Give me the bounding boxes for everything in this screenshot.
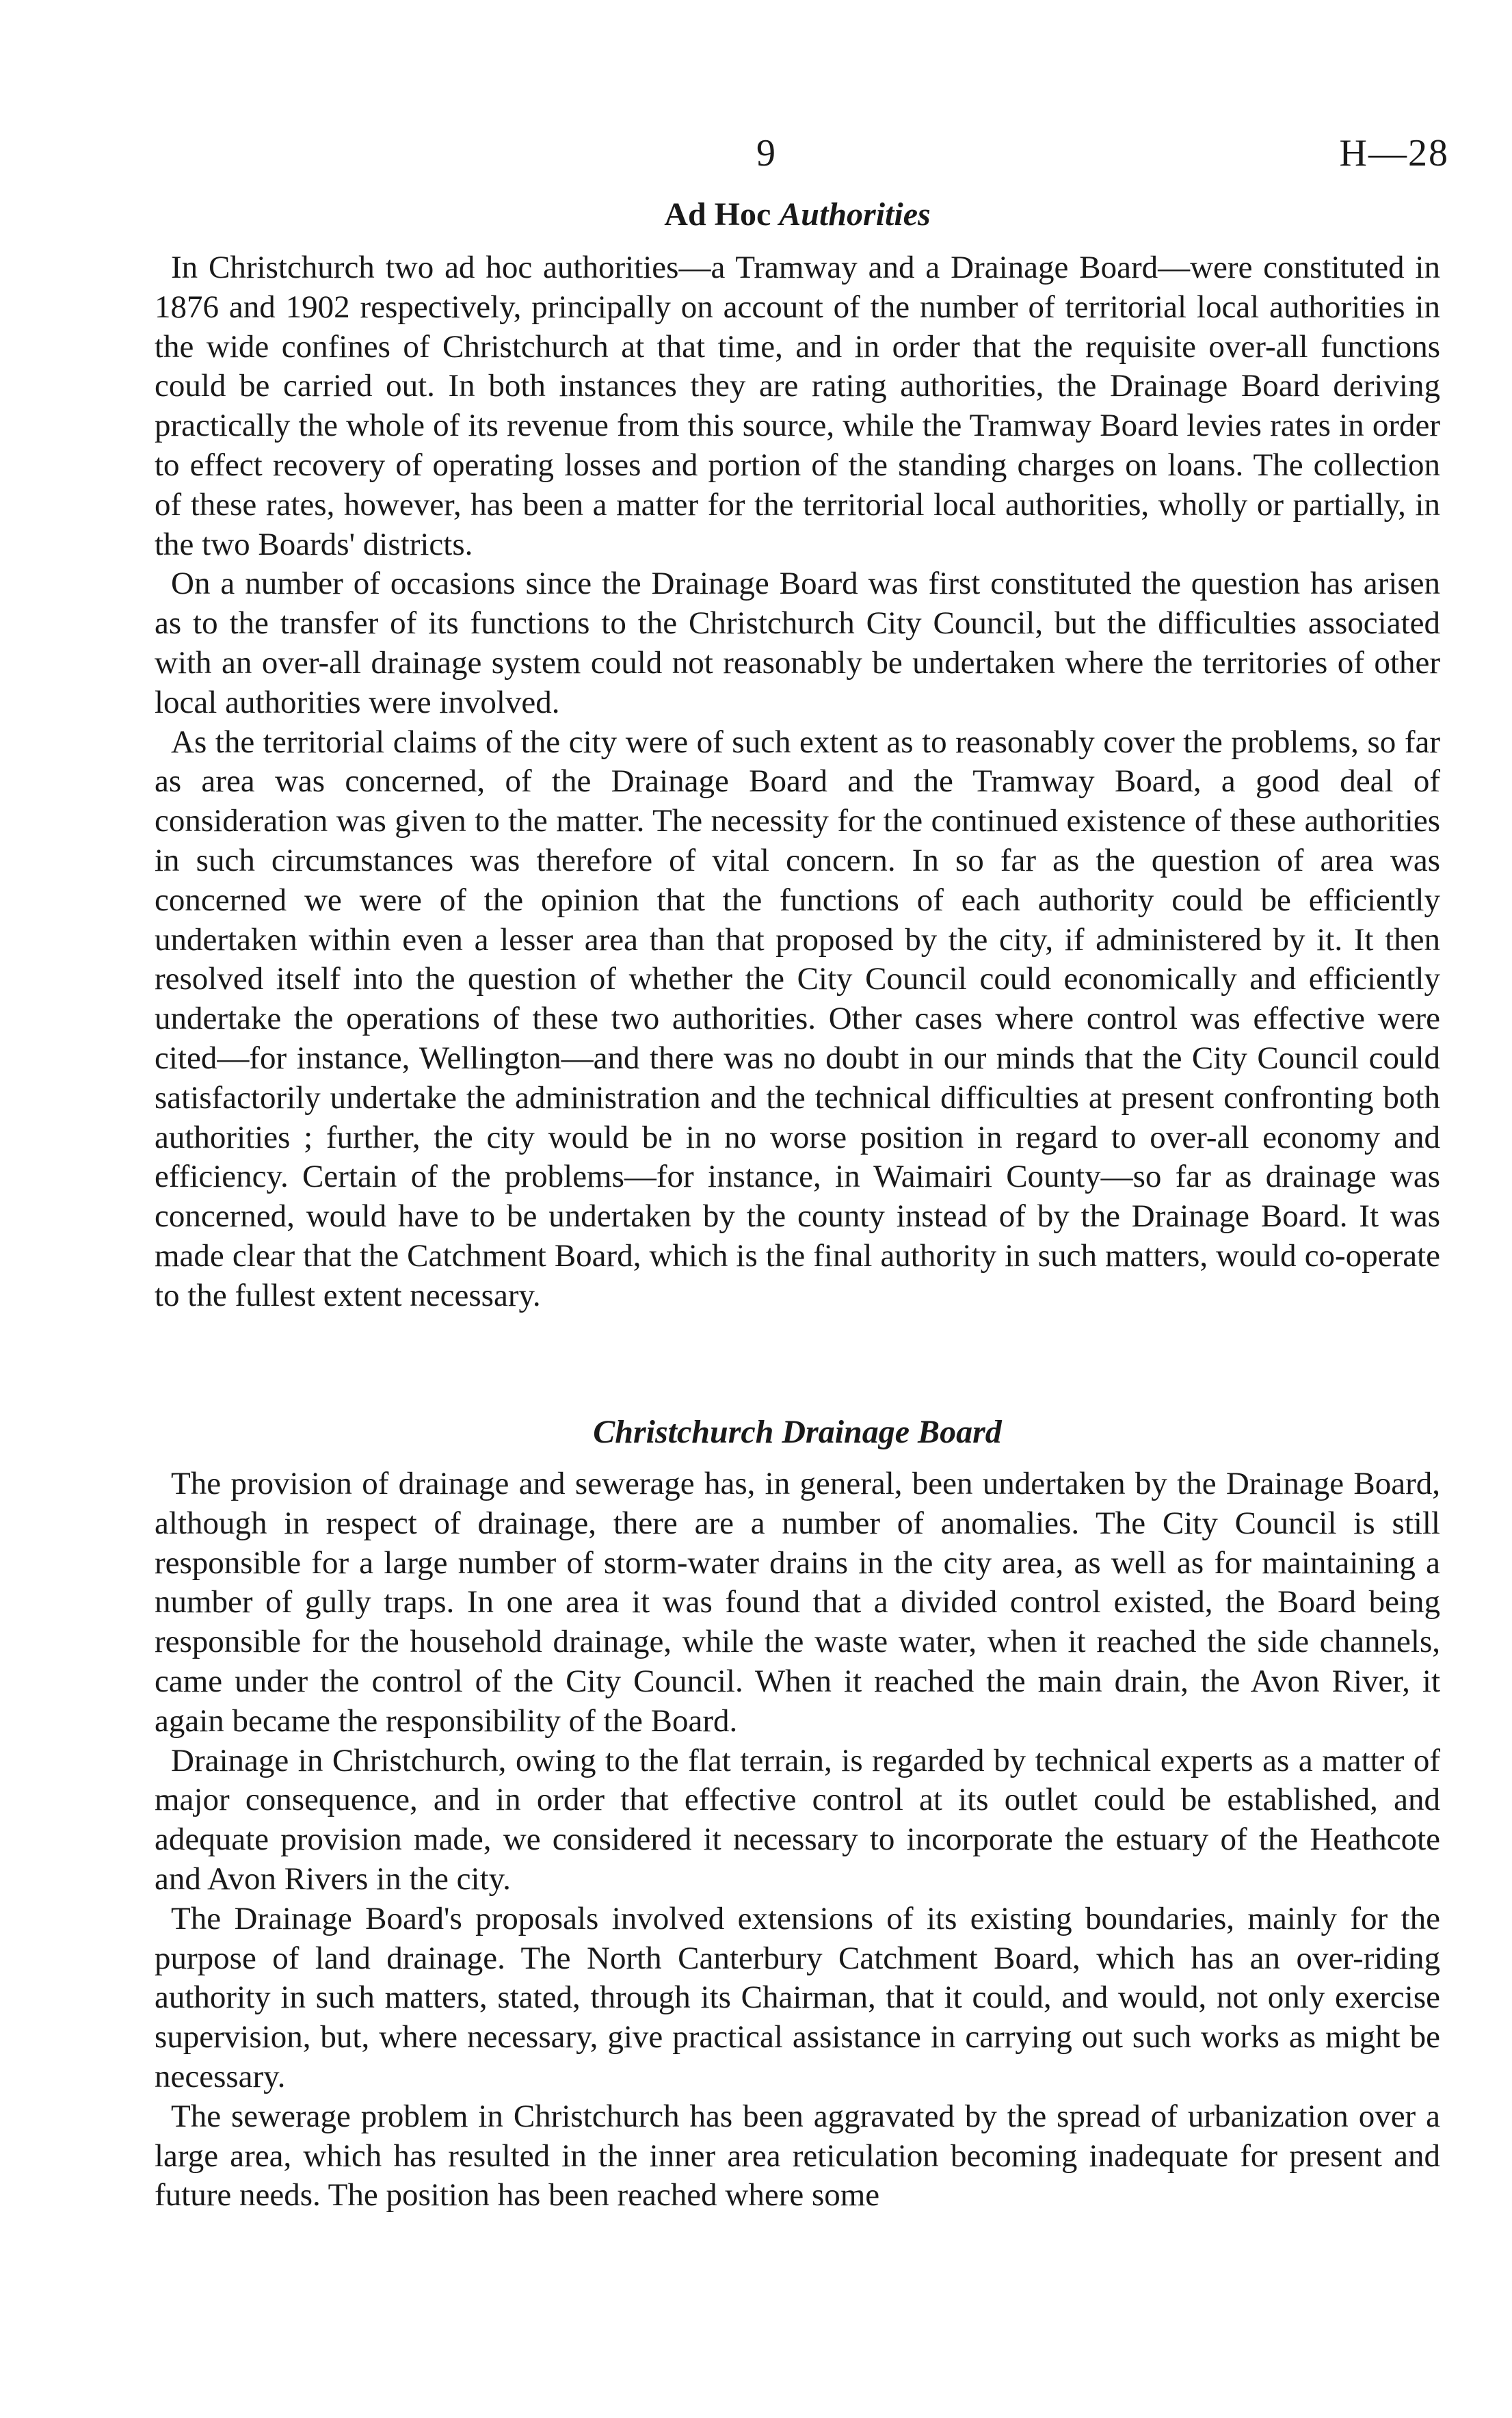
section-heading: [155, 1412, 1440, 1452]
heading-plain-text: Ad Hoc: [664, 196, 771, 233]
paragraph: The sewerage problem in Christchurch has been aggravated by the spread of urbanization over a large area, which has resulted in the inner area reticulation becoming inadequate for present and future needs. The position has been reached where some: [155, 2098, 1440, 2213]
section-christchurch-drainage-board: [155, 1412, 1440, 2216]
page-number: 9: [756, 132, 775, 174]
section-heading: [155, 195, 1440, 235]
heading-italic-text: Christchurch Drainage Board: [593, 1414, 1002, 1450]
paragraph: The Drainage Board's proposals involved extensions of its existing boundaries, mainly for the purpose of land drainage. The North Canterbury Catchment Board, which has an over-riding authority in such matters, stated, through its Chairman, that it could, and would, not only exercise supervision, but, where necessary, give practical assistance in carrying out such works as might be necessary.: [155, 1900, 1440, 2094]
paragraph: Drainage in Christchurch, owing to the flat terrain, is regarded by technical experts as a matter of major consequence, and in order that effective control at its outlet could be established, and adequate provision made, we considered it necessary to incorporate the estuary of the Heathcote and Avon Rivers in the city.: [155, 1742, 1440, 1897]
document-reference: H—28: [1339, 132, 1449, 174]
section-ad-hoc-authorities: [155, 195, 1440, 1316]
paragraph: On a number of occasions since the Drainage Board was first constituted the question has arisen as to the transfer of its functions to the Christchurch City Council, but the difficulties associated with an over-all drainage system could not reasonably be undertaken where the territories of other local authorities were involved.: [155, 566, 1440, 720]
paragraph: The provision of drainage and sewerage has, in general, been undertaken by the Drainage Board, although in respect of drainage, there are a number of anomalies. The City Council is still responsible for a large number of storm-water drains in the city area, as well as for maintaining a number of gully traps. In one area it was found that a divided control existed, the Board being responsible for the household drainage, while the waste water, when it reached the side channels, came under the control of the City Council. When it reached the main drain, the Avon River, it again became the responsibility of the Board.: [155, 1466, 1440, 1739]
paragraph: In Christchurch two ad hoc authorities—a Tramway and a Drainage Board—were constituted in 1876 and 1902 respectively, principally on account of the number of territorial local authorities in the wide confines of Christchurch at that time, and in order that the requisite over-all functions could be carried out. In both instances they are rating authorities, the Drainage Board deriving practically the whole of its revenue from this source, while the Tramway Board levies rates in order to effect recovery of operating losses and portion of the standing charges on loans. The collection of these rates, however, has been a matter for the territorial local authorities, wholly or partially, in the two Boards' districts.: [155, 250, 1440, 562]
heading-italic-text: Authorities: [779, 196, 931, 233]
paragraph: As the territorial claims of the city were of such extent as to reasonably cover the problems, so far as area was concerned, of the Drainage Board and the Tramway Board, a good deal of consideration was given to the matter. The necessity for the continued existence of these authorities in such circumstances was therefore of vital concern. In so far as the question of area was concerned we were of the opinion that the functions of each authority could be efficiently undertaken within even a lesser area than that proposed by the city, if administered by it. It then resolved itself into the question of whether the City Council could economically and efficiently undertake the operations of these two authorities. Other cases where control was effective were cited—for instance, Wellington—and there was no doubt in our minds that the City Council could satisfactorily undertake the administration and the technical difficulties at present confronting both authorities ; further, the city would be in no worse position in regard to over-all economy and efficiency. Certain of the problems—for instance, in Waimairi County—so far as drainage was concerned, would have to be undertaken by the county instead of by the Drainage Board. It was made clear that the Catchment Board, which is the final authority in such matters, would co-operate to the fullest extent necessary.: [155, 724, 1440, 1313]
